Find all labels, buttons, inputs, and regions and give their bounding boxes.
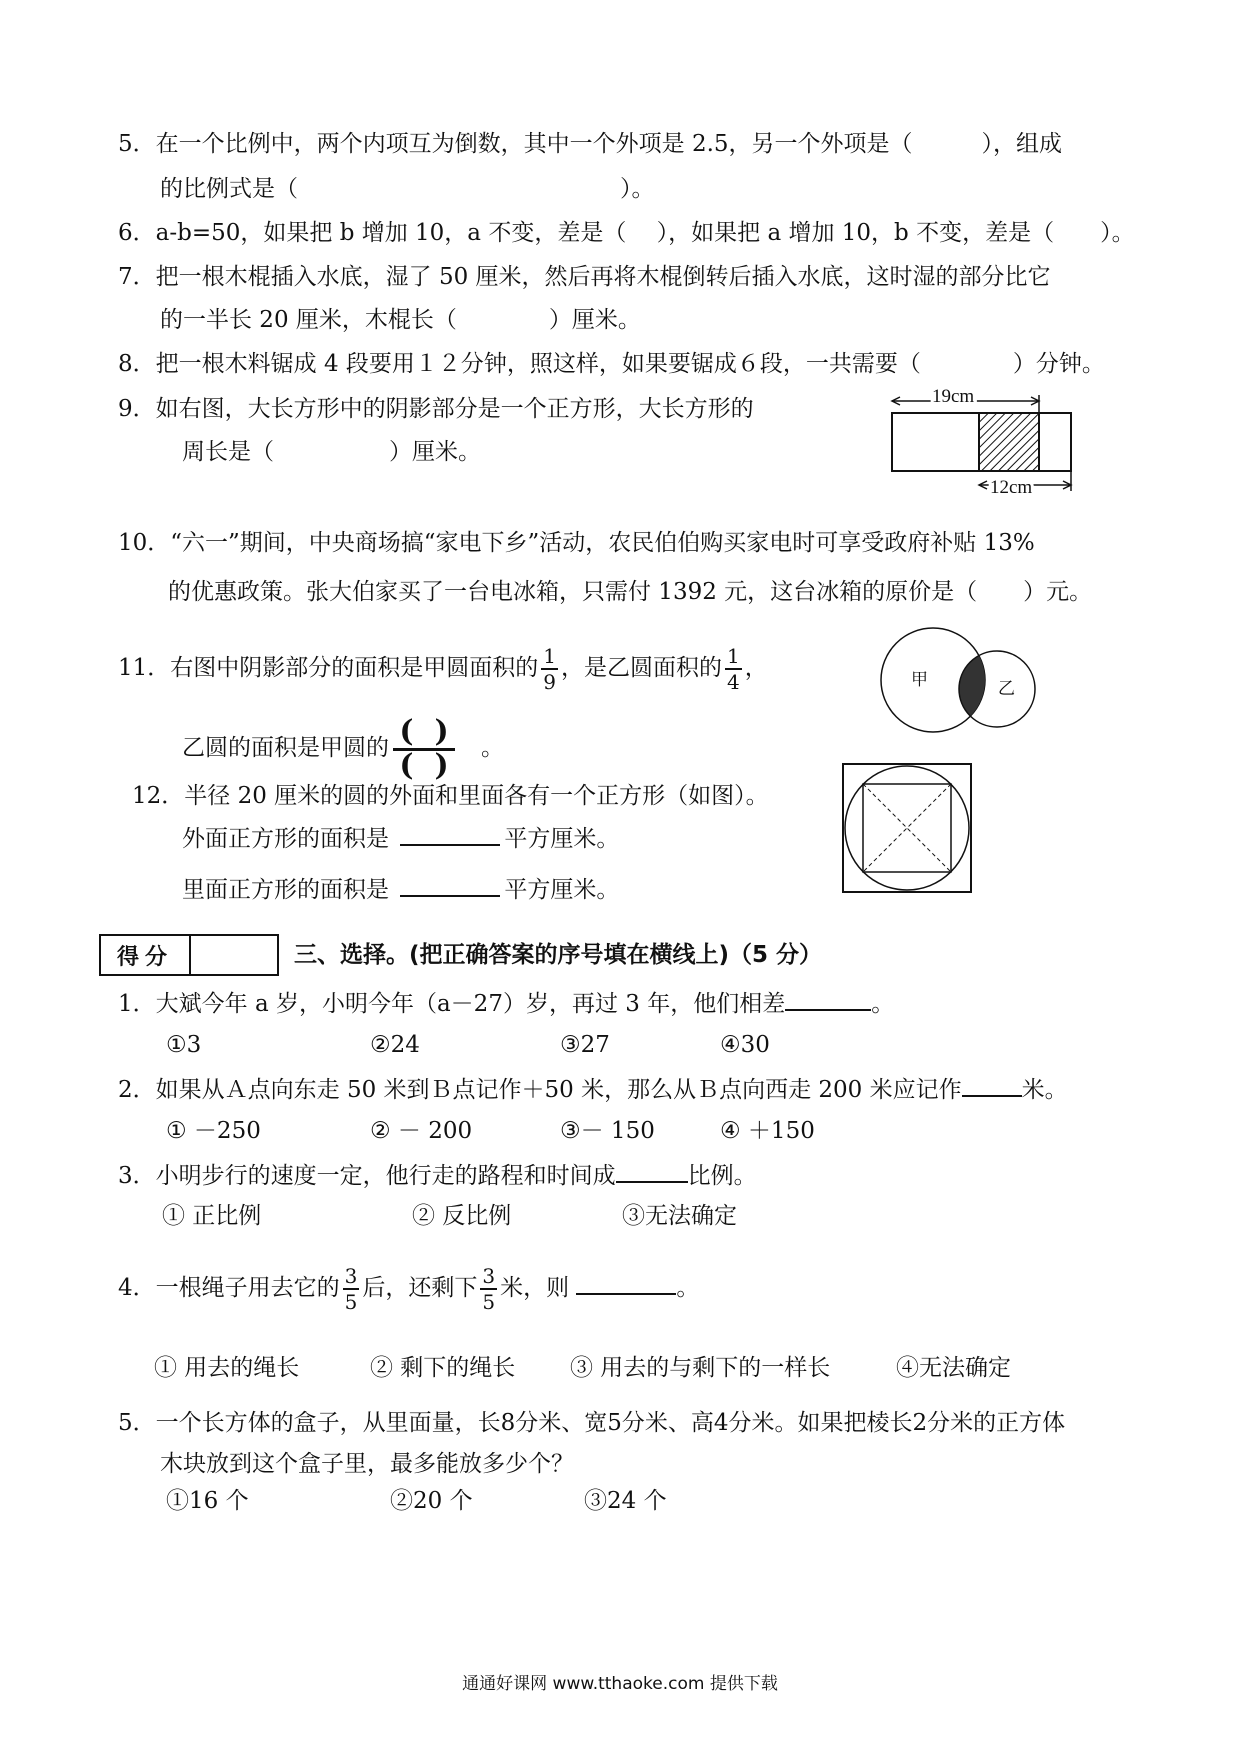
footer: 通通好课网 www.tthaoke.com 提供下载: [462, 1674, 778, 1694]
c4-opt-4: ④无法确定: [896, 1355, 1011, 1381]
q12-inner-unit: 平方厘米。: [504, 877, 620, 903]
c2-opt-1: ① －250: [166, 1118, 261, 1144]
section-3-heading: 三、选择。(把正确答案的序号填在横线上)（5 分）: [294, 942, 823, 968]
c4-fraction-1: $\frac{3}{5}$: [344, 1264, 358, 1314]
label-yi: 乙: [998, 679, 1015, 699]
bottom-dimension-label: 12cm: [990, 477, 1033, 498]
q11-fraction-2: [725, 646, 742, 692]
q11-paren-top: ( ): [399, 714, 449, 749]
shaded-square: [979, 413, 1039, 471]
score-label: 得分: [101, 936, 191, 974]
c5-line2: 木块放到这个盒子里，最多能放多少个？: [160, 1451, 574, 1477]
c1-opt-4: ④30: [720, 1032, 770, 1058]
q11-fraction-1: [541, 646, 558, 692]
q5-line1: 5．在一个比例中，两个内项互为倒数，其中一个外项是 2.5，另一个外项是（ ），组成: [118, 131, 1063, 157]
c3-answer-blank[interactable]: [616, 1163, 688, 1183]
q10-line2: 的优惠政策。张大伯家买了一台电冰箱，只需付 1392 元，这台冰箱的原价是（ ）元。: [168, 579, 1093, 605]
q12-outer-answer-blank[interactable]: [400, 826, 500, 846]
q7-line2: 的一半长 20 厘米，木棍长（ ）厘米。: [160, 307, 641, 333]
c5-line1: 5．一个长方体的盒子，从里面量，长8分米、宽5分米、高4分米。如果把棱长2分米的正方体: [118, 1410, 1066, 1436]
c5-opt-1: ①16 个: [166, 1488, 249, 1514]
c4-opt-3: ③ 用去的与剩下的一样长: [570, 1355, 831, 1381]
q12-line1: 12．半径 20 厘米的圆的外面和里面各有一个正方形（如图）。: [132, 783, 769, 809]
c1-answer-blank[interactable]: [785, 991, 871, 1011]
c1-question: 1．大斌今年 a 岁，小明今年（a－27）岁，再过 3 年，他们相差 。: [118, 991, 895, 1017]
top-dimension-label: 19cm: [932, 386, 975, 407]
q12-line2: [182, 826, 619, 851]
q11-paren-bottom: ( ): [399, 747, 449, 783]
c1-opt-3: ③27: [560, 1032, 610, 1058]
c3-opt-2: ② 反比例: [412, 1203, 512, 1229]
q11-f1-numerator: 1: [543, 644, 557, 668]
q7-line1: 7．把一根木棍插入水底，湿了 50 厘米，然后再将木棍倒转后插入水底，这时湿的部分比它: [118, 264, 1051, 290]
c2-opt-2: ② － 200: [370, 1118, 473, 1144]
outer-square: [843, 764, 971, 892]
q12-outer-label: 外面正方形的面积是: [182, 826, 389, 852]
q9-line1: 9．如右图，大长方形中的阴影部分是一个正方形，大长方形的: [118, 396, 754, 422]
c1-opt-2: ②24: [370, 1032, 420, 1058]
q12-outer-unit: 平方厘米。: [504, 826, 620, 852]
c5-opt-2: ②20 个: [390, 1488, 473, 1514]
c1-opt-1: ①3: [166, 1032, 202, 1058]
c5-opt-3: ③24 个: [584, 1488, 667, 1514]
c3-question: 3．小明步行的速度一定，他行走的路程和时间成 比例。: [118, 1163, 757, 1189]
c4-question: 4．一根绳子用去它的 $\frac{3}{5}$ 后，还剩下 $\frac{3}{5}$ 米，则 。: [118, 1264, 700, 1314]
q12-circle-squares-figure: [841, 762, 974, 894]
q12-line3: [182, 877, 619, 902]
q9-rectangle-figure: [880, 385, 1080, 500]
q11-f1-denominator: 9: [543, 670, 557, 694]
q8-line: 8．把一根木料锯成 4 段要用１２分钟，照这样，如果要锯成６段，一共需要（ ）分钟。: [118, 351, 1105, 377]
q11-line1: [118, 646, 768, 692]
q11-f2-numerator: 1: [727, 644, 740, 668]
q11-line2-text: 乙圆的面积是甲圆的: [182, 735, 389, 761]
q11-text-post: ，: [744, 655, 768, 681]
q12-inner-answer-blank[interactable]: [400, 877, 500, 897]
c2-question: 2．如果从Ａ点向东走 50 米到Ｂ点记作＋50 米，那么从Ｂ点向西走 200 米应记作 米。: [118, 1077, 1068, 1103]
c2-answer-blank[interactable]: [962, 1077, 1022, 1097]
c2-opt-4: ④ ＋150: [720, 1118, 815, 1144]
q5-line2: 的比例式是（ ）。: [160, 176, 655, 202]
q11-f2-denominator: 4: [727, 670, 740, 694]
q11-line2: [182, 714, 504, 783]
label-jia: 甲: [911, 670, 928, 690]
c3-opt-3: ③无法确定: [622, 1203, 737, 1229]
c2-opt-3: ③－ 150: [560, 1118, 655, 1144]
q11-line2-end: 。: [481, 735, 504, 761]
q11-circles-figure: [876, 625, 1066, 735]
q9-line2: 周长是（ ）厘米。: [182, 439, 481, 465]
c4-opt-2: ② 剩下的绳长: [370, 1355, 516, 1381]
q10-line1: 10．“六一”期间，中央商场搞“家电下乡”活动，农民伯伯购买家电时可享受政府补贴 13%: [118, 530, 1035, 556]
q11-text-pre: 11．右图中阴影部分的面积是甲圆面积的: [118, 655, 539, 681]
c4-opt-1: ① 用去的绳长: [154, 1355, 300, 1381]
q11-text-mid: ，是乙圆面积的: [561, 655, 723, 681]
q12-inner-label: 里面正方形的面积是: [182, 877, 389, 903]
c4-answer-blank[interactable]: [576, 1275, 676, 1295]
c4-fraction-2: $\frac{3}{5}$: [482, 1264, 496, 1314]
q11-answer-fraction: [393, 714, 455, 783]
c3-opt-1: ① 正比例: [162, 1203, 262, 1229]
q6-line: 6．a-b=50，如果把 b 增加 10，a 不变，差是（ ），如果把 a 增加 10，b 不变，差是（ ）。: [118, 220, 1135, 246]
score-box: [99, 934, 279, 976]
